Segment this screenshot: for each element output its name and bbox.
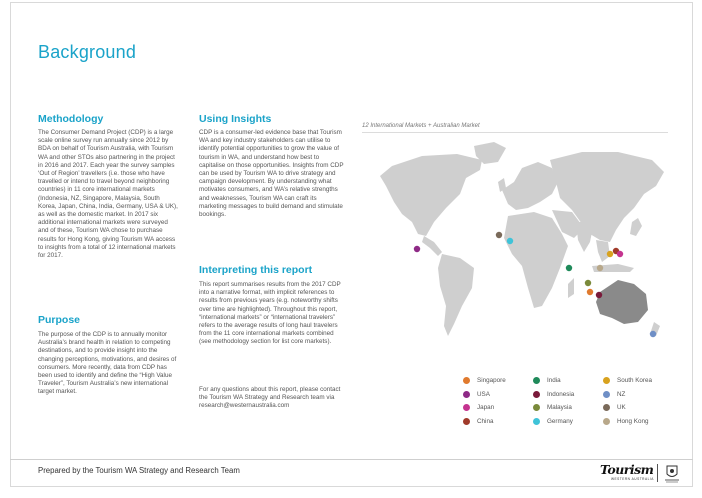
legend-label: Malaysia: [547, 404, 572, 412]
tourism-wa-logo: [600, 461, 688, 487]
map-marker-hong-kong: [597, 265, 603, 271]
legend-label: NZ: [617, 390, 626, 398]
legend-item-india: [533, 377, 561, 384]
legend-swatch-icon: [463, 391, 470, 398]
purpose-heading: Purpose: [38, 314, 81, 326]
using-insights-body: CDP is a consumer-led evidence base that Tourism WA and key industry stakeholders can utilise to identify potential opportunities to grow the value of tourism in WA, and understand how best to capitalise on those opportunities. Insights from CDP can be used by Tourism WA to drive strategy and campaign development. By understanding what motivates consumers, and WA’s relative strengths and weaknesses, Tourism WA can craft its marketing messages to build demand and stimulate bookings.: [199, 129, 344, 219]
madagascar-landmass: [568, 278, 574, 298]
southeast-asia-landmass: [596, 240, 610, 262]
world-map: [362, 138, 668, 358]
legend-label: UK: [617, 404, 626, 412]
map-marker-japan: [617, 251, 623, 257]
using-insights-heading: Using Insights: [199, 113, 272, 125]
north-america-landmass: [380, 154, 482, 236]
footer-credit: Prepared by the Tourism WA Strategy and Research Team: [38, 466, 240, 475]
legend-item-japan: [463, 404, 494, 411]
legend-swatch-icon: [603, 377, 610, 384]
legend-swatch-icon: [533, 391, 540, 398]
map-caption-divider: [362, 132, 668, 133]
methodology-body: The Consumer Demand Project (CDP) is a large scale online survey run annually since 2012 by BDA on behalf of Tourism Australia, with Tourism WA and other STOs also partnering in the project in 2016 and 2017. Each year the survey samples ‘Out of Region’ travellers (i.e. those who have travelled or intend to travel beyond neighboring countries) in 11 core international markets (Indonesia, NZ, Singapore, Malaysia, South Korea, Japan, China, India, Germany, USA & UK), as well as the domestic market. In 2017 six additional international markets were surveyed and of these, Tourism WA chose to purchase results for Hong Kong, giving Tourism WA access to insights from a total of 12 international markets for 2017.: [38, 129, 178, 260]
legend-item-usa: [463, 391, 490, 398]
map-caption: 12 International Markets + Australian Market: [362, 123, 480, 129]
legend-item-singapore: [463, 377, 506, 384]
contact-body: For any questions about this report, please contact the Tourism WA Strategy and Research team via research@westernaustralia.com: [199, 386, 341, 410]
map-marker-india: [566, 265, 572, 271]
india-subcontinent-landmass: [576, 222, 594, 252]
map-marker-uk: [496, 232, 502, 238]
legend-swatch-icon: [533, 418, 540, 425]
legend-swatch-icon: [463, 418, 470, 425]
logo-divider: [657, 464, 658, 482]
map-marker-singapore: [587, 289, 593, 295]
legend-label: South Korea: [617, 377, 653, 385]
map-marker-usa: [414, 246, 420, 252]
central-america-landmass: [422, 236, 442, 256]
legend-swatch-icon: [603, 391, 610, 398]
government-crest-icon: [664, 463, 680, 483]
legend-label: Indonesia: [547, 390, 575, 398]
legend-swatch-icon: [533, 404, 540, 411]
interpreting-heading: Interpreting this report: [199, 264, 313, 276]
australia-landmass: [596, 280, 648, 324]
legend-item-indonesia: [533, 391, 574, 398]
south-america-landmass: [438, 254, 474, 336]
legend-label: China: [477, 417, 494, 425]
logo-wordmark: Tourism: [600, 462, 654, 477]
page-title: Background: [38, 42, 137, 62]
legend-label: Germany: [547, 417, 573, 425]
footer-divider: [10, 459, 693, 460]
purpose-body: The purpose of the CDP is to annually monitor Australia’s brand health in relation to competing destinations, and to provide insight into the changing perceptions, motivations, and desires of consumers. More recently, data from CDP has been used to identify and define the “High Value Traveler”, Tourism Australia’s new international target market.: [38, 331, 177, 396]
map-marker-indonesia: [596, 292, 602, 298]
legend-item-china: [463, 418, 493, 425]
legend-label: USA: [477, 390, 490, 398]
legend-label: India: [547, 377, 561, 385]
legend-item-nz: [603, 391, 625, 398]
map-marker-nz: [650, 331, 656, 337]
legend-swatch-icon: [463, 404, 470, 411]
legend-label: Singapore: [477, 377, 506, 385]
europe-landmass: [502, 162, 558, 210]
logo-subtext: WESTERN AUSTRALIA: [611, 477, 654, 481]
legend-item-hong-kong: [603, 418, 649, 425]
map-marker-malaysia: [585, 280, 591, 286]
japan-landmass: [630, 218, 642, 236]
legend-label: Hong Kong: [617, 417, 649, 425]
legend-item-malaysia: [533, 404, 572, 411]
methodology-heading: Methodology: [38, 113, 104, 125]
legend-item-uk: [603, 404, 626, 411]
map-marker-south-korea: [607, 251, 613, 257]
legend-swatch-icon: [533, 377, 540, 384]
legend-swatch-icon: [603, 404, 610, 411]
africa-landmass: [504, 212, 568, 308]
legend-label: Japan: [477, 404, 495, 412]
legend-swatch-icon: [603, 418, 610, 425]
legend-swatch-icon: [463, 377, 470, 384]
legend-item-south-korea: [603, 377, 652, 384]
legend-item-germany: [533, 418, 573, 425]
map-marker-germany: [507, 238, 513, 244]
interpreting-body: This report summarises results from the 2017 CDP into a narrative format, with implicit references to results from previous years (e.g. noteworthy shifts over time are highlighted). Throughout this report, “international markets” or “international travelers” refers to the average results of long haul travelers from the 11 core international markets combined (see methodology section for list core markets).: [199, 281, 341, 346]
